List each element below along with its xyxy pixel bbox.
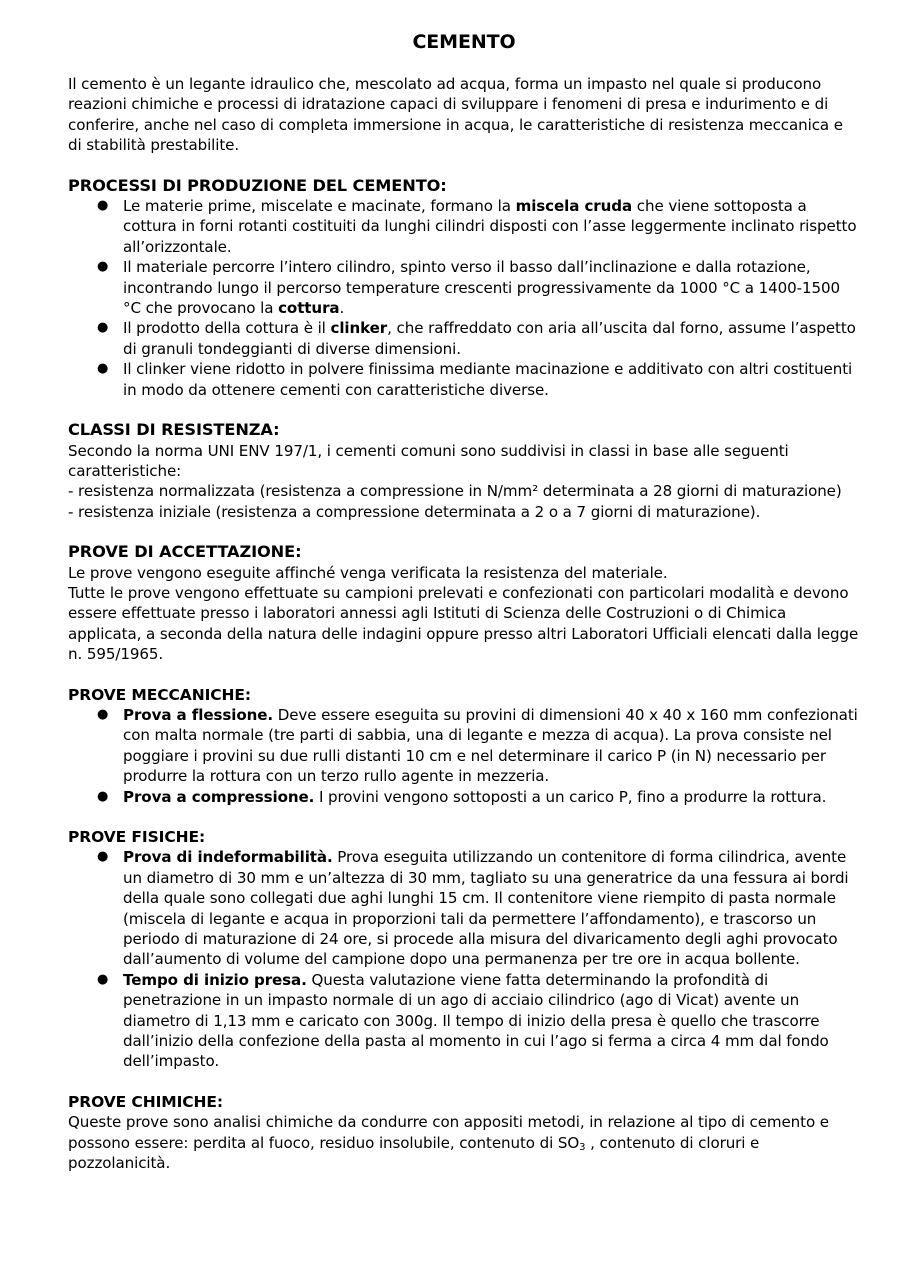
meccaniche-list bbox=[68, 705, 860, 807]
accettazione-line: Tutte le prove vengono effettuate su campioni prelevati e confezionati con particolari modalità e devono essere effettuate presso i laboratori annessi agli Istituti di Scienza delle Costruzioni o di Chimica applicata, a seconda della natura delle indagini oppure presso altri Laboratori Ufficiali elencati dalla legge n. 595/1965. bbox=[68, 583, 859, 664]
section-heading-meccaniche: PROVE MECCANICHE: bbox=[68, 685, 251, 704]
classi-line: - resistenza iniziale (resistenza a compressione determinata a 2 o a 7 giorni di maturazione). bbox=[68, 502, 761, 521]
bullet-icon: ● bbox=[97, 259, 109, 275]
list-item: ● Prova a flessione. Deve essere eseguita su provini di dimensioni 40 x 40 x 160 mm confezionati con malta normale (tre parti di sabbia, una di legante e mezza di acqua). La prova consiste nel poggiare i provini su due rulli distanti 10 cm e nel determinare il carico P (in N) necessario per produrre la rottura con un terzo rullo agente in mezzeria. bbox=[97, 705, 858, 786]
list-item: ● Prova a compressione. I provini vengono sottoposti a un carico P, fino a produrre la rottura. bbox=[97, 787, 827, 806]
bullet-icon: ● bbox=[97, 320, 109, 336]
bullet-icon: ● bbox=[97, 971, 109, 987]
bullet-icon: ● bbox=[97, 706, 109, 722]
fisiche-list bbox=[68, 847, 860, 1071]
document-page bbox=[68, 30, 860, 1174]
section-heading-produzione: PROCESSI DI PRODUZIONE DEL CEMENTO: bbox=[68, 175, 447, 195]
intro-paragraph: Il cemento è un legante idraulico che, mescolato ad acqua, forma un impasto nel quale si producono reazioni chimiche e processi di idratazione capaci di sviluppare i fenomeni di presa e indurimento e di conferire, anche nel caso di completa immersione in acqua, le caratteristiche di resistenza meccanica e di stabilità prestabilite. bbox=[68, 75, 843, 155]
accettazione-line: Le prove vengono eseguite affinché venga verificata la resistenza del materiale. bbox=[68, 563, 668, 582]
bullet-icon: ● bbox=[97, 849, 109, 865]
classi-line: - resistenza normalizzata (resistenza a compressione in N/mm² determinata a 28 giorni di maturazione) bbox=[68, 482, 842, 501]
bullet-icon: ● bbox=[97, 788, 109, 804]
list-item: ● Tempo di inizio presa. Questa valutazione viene fatta determinando la profondità di penetrazione in un impasto normale di un ago di acciaio cilindrico (ago di Vicat) avente un diametro di 1,13 mm e caricato con 300g. Il tempo di inizio della presa è quello che trascorre dall’inizio della confezione della pasta al momento in cui l’ago si ferma a circa 4 mm dal fondo dell’impasto. bbox=[97, 970, 829, 1071]
section-heading-accettazione: PROVE DI ACCETTAZIONE: bbox=[68, 542, 302, 562]
list-item: ● Il clinker viene ridotto in polvere finissima mediante macinazione e additivato con altri costituenti in modo da ottenere cementi con caratteristiche diverse. bbox=[97, 360, 853, 399]
bullet-icon: ● bbox=[97, 361, 109, 377]
section-heading-fisiche: PROVE FISICHE: bbox=[68, 828, 206, 846]
page-title: CEMENTO bbox=[412, 31, 516, 53]
bullet-icon: ● bbox=[97, 198, 109, 214]
list-item: ● Le materie prime, miscelate e macinate, formano la miscela cruda che viene sottoposta a cottura in forni rotanti costituiti da lunghi cilindri disposti con l’asse leggermente inclinato rispetto all’orizzontale. bbox=[97, 197, 857, 256]
produzione-list bbox=[68, 196, 860, 400]
section-heading-classi: CLASSI DI RESISTENZA: bbox=[68, 420, 280, 440]
classi-line: Secondo la norma UNI ENV 197/1, i cementi comuni sono suddivisi in classi in base alle seguenti caratteristiche: bbox=[68, 441, 789, 480]
list-item: ● Il prodotto della cottura è il clinker, che raffreddato con aria all’uscita dal forno, assume l’aspetto di granuli tondeggianti di diverse dimensioni. bbox=[97, 319, 856, 358]
section-heading-chimiche: PROVE CHIMICHE: bbox=[68, 1092, 223, 1111]
list-item: ● Prova di indeformabilità. Prova eseguita utilizzando un contenitore di forma cilindrica, avente un diametro di 30 mm e un’altezza di 30 mm, tagliato su una generatrice da una fessura ai bordi della quale sono collegati due aghi lunghi 15 cm. Il contenitore viene riempito di pasta normale (miscela di legante e acqua in proporzioni tali da permettere l’affondamento), e trascorso un periodo di maturazione di 24 ore, si procede alla misura del divaricamento degli aghi provocato dall’aumento di volume del campione dopo una permanenza per tre ore in acqua bollente. bbox=[97, 848, 849, 969]
chimiche-paragraph: Queste prove sono analisi chimiche da condurre con appositi metodi, in relazione al tipo di cemento e possono essere: perdita al fuoco, residuo insolubile, contenuto di $SO_3$ , contenuto di cloruri e pozzolanicità. bbox=[68, 1113, 829, 1173]
list-item: ● Il materiale percorre l’intero cilindro, spinto verso il basso dall’inclinazione e dalla rotazione, incontrando lungo il percorso temperature crescenti progressivamente da 1000 °C a 1400-1500 °C che provocano la cottura. bbox=[97, 258, 840, 318]
